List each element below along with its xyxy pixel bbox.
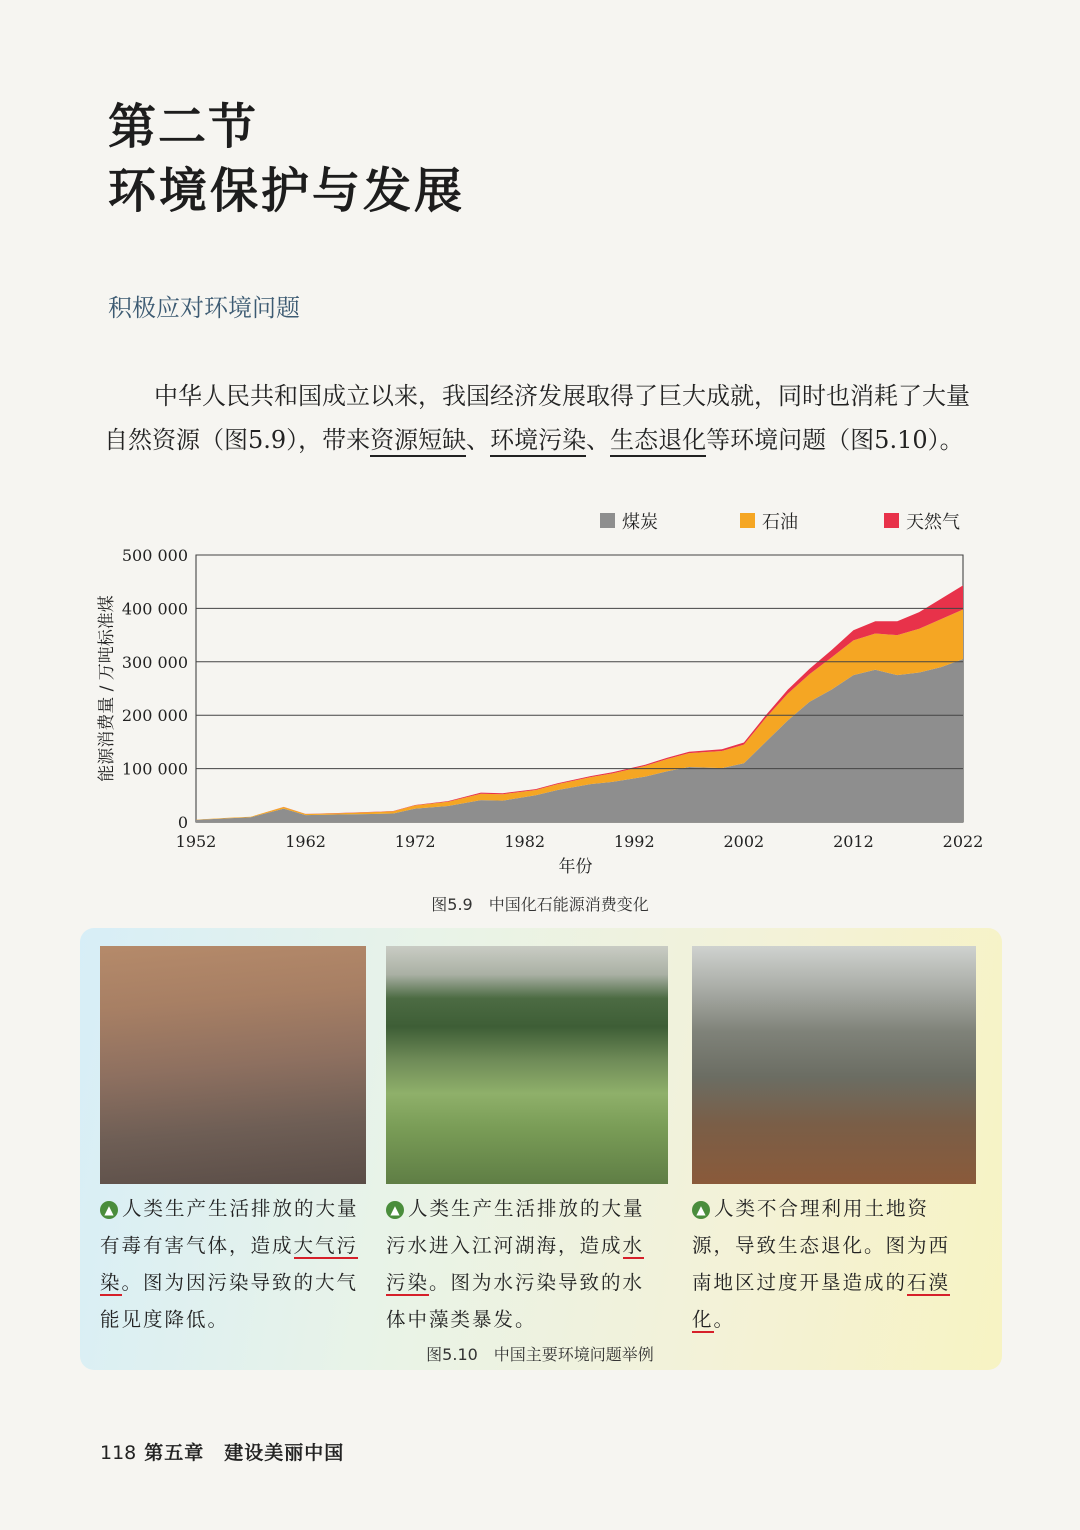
photo-caption-land [692, 1190, 968, 1338]
legend-label: 石油 [762, 512, 798, 533]
figure-5-9-caption: 图5.9 中国化石能源消费变化 [431, 895, 649, 914]
y-axis-label: 能源消费量 / 万吨标准煤 [97, 595, 117, 782]
paragraph-sep-1: 、 [466, 426, 491, 454]
caption-text-b: 。 [713, 1308, 736, 1331]
x-tick-label: 1982 [504, 832, 546, 851]
legend-swatch [600, 513, 615, 528]
leaf-icon: ▲ [386, 1201, 404, 1219]
page-number: 118 [100, 1442, 137, 1464]
page-footer [100, 1438, 344, 1465]
x-tick-label: 1972 [394, 832, 436, 851]
leaf-icon: ▲ [692, 1201, 710, 1219]
y-tick-label: 300 000 [121, 652, 188, 672]
x-axis-label: 年份 [558, 857, 593, 877]
caption-text-b: 。图为水污染导致的水体中藻类暴发。 [386, 1271, 645, 1331]
rocky-desertification-photo [692, 946, 976, 1184]
caption-text-a: 人类生产生活排放的大量污水进入江河湖海，造成 [386, 1197, 645, 1257]
paragraph-sep-2: 、 [586, 426, 611, 454]
photo-caption-air [100, 1190, 376, 1338]
body-paragraph [104, 374, 984, 462]
caption-underline: 水污染 [386, 1234, 645, 1294]
chapter-title: 第五章 建设美丽中国 [144, 1442, 345, 1464]
caption-text-a: 人类不合理利用土地资源，导致生态退化。图为西南地区过度开垦造成的 [692, 1197, 951, 1294]
x-tick-label: 2022 [942, 832, 984, 851]
section-number: 第二节 [108, 99, 259, 155]
x-tick-label: 2012 [833, 832, 874, 851]
legend-label: 煤炭 [622, 512, 658, 533]
y-tick-label: 400 000 [121, 599, 188, 619]
y-tick-label: 500 000 [121, 546, 188, 565]
section-title: 环境保护与发展 [108, 163, 466, 219]
photo-caption-water [386, 1190, 662, 1338]
legend-swatch [740, 513, 755, 528]
paragraph-text-1: 中华人民共和国成立以来，我国经济发展取得了巨大成就，同时也消耗了大量自然资源（图5.9），带来 [104, 382, 970, 454]
y-tick-label: 200 000 [121, 706, 188, 726]
y-tick-label: 100 000 [121, 759, 188, 779]
underline-resource-shortage: 资源短缺 [370, 426, 466, 457]
subheading: 积极应对环境问题 [108, 294, 300, 322]
caption-text-a: 人类生产生活排放的大量有毒有害气体，造成 [100, 1197, 359, 1257]
y-tick-label: 0 [177, 813, 188, 832]
legend-swatch [884, 513, 899, 528]
x-tick-label: 1952 [175, 832, 217, 851]
caption-underline: 大气污染 [100, 1234, 359, 1294]
energy-consumption-chart [0, 500, 1080, 890]
underline-ecological-degradation: 生态退化 [610, 426, 706, 457]
leaf-icon: ▲ [100, 1201, 118, 1219]
x-tick-label: 2002 [723, 832, 765, 851]
figure-5-10-caption: 图5.10 中国主要环境问题举例 [426, 1345, 654, 1364]
underline-environment-pollution: 环境污染 [490, 426, 586, 457]
x-tick-label: 1992 [613, 832, 655, 851]
legend-label: 天然气 [906, 512, 960, 533]
smog-photo [100, 946, 366, 1184]
caption-text-b: 。图为因污染导致的大气能见度降低。 [100, 1271, 359, 1331]
caption-underline: 石漠化 [692, 1271, 951, 1331]
paragraph-text-2: 等环境问题（图5.10）。 [706, 426, 964, 454]
x-tick-label: 1962 [285, 832, 326, 851]
area-series-0 [196, 659, 963, 822]
algae-lake-photo [386, 946, 668, 1184]
